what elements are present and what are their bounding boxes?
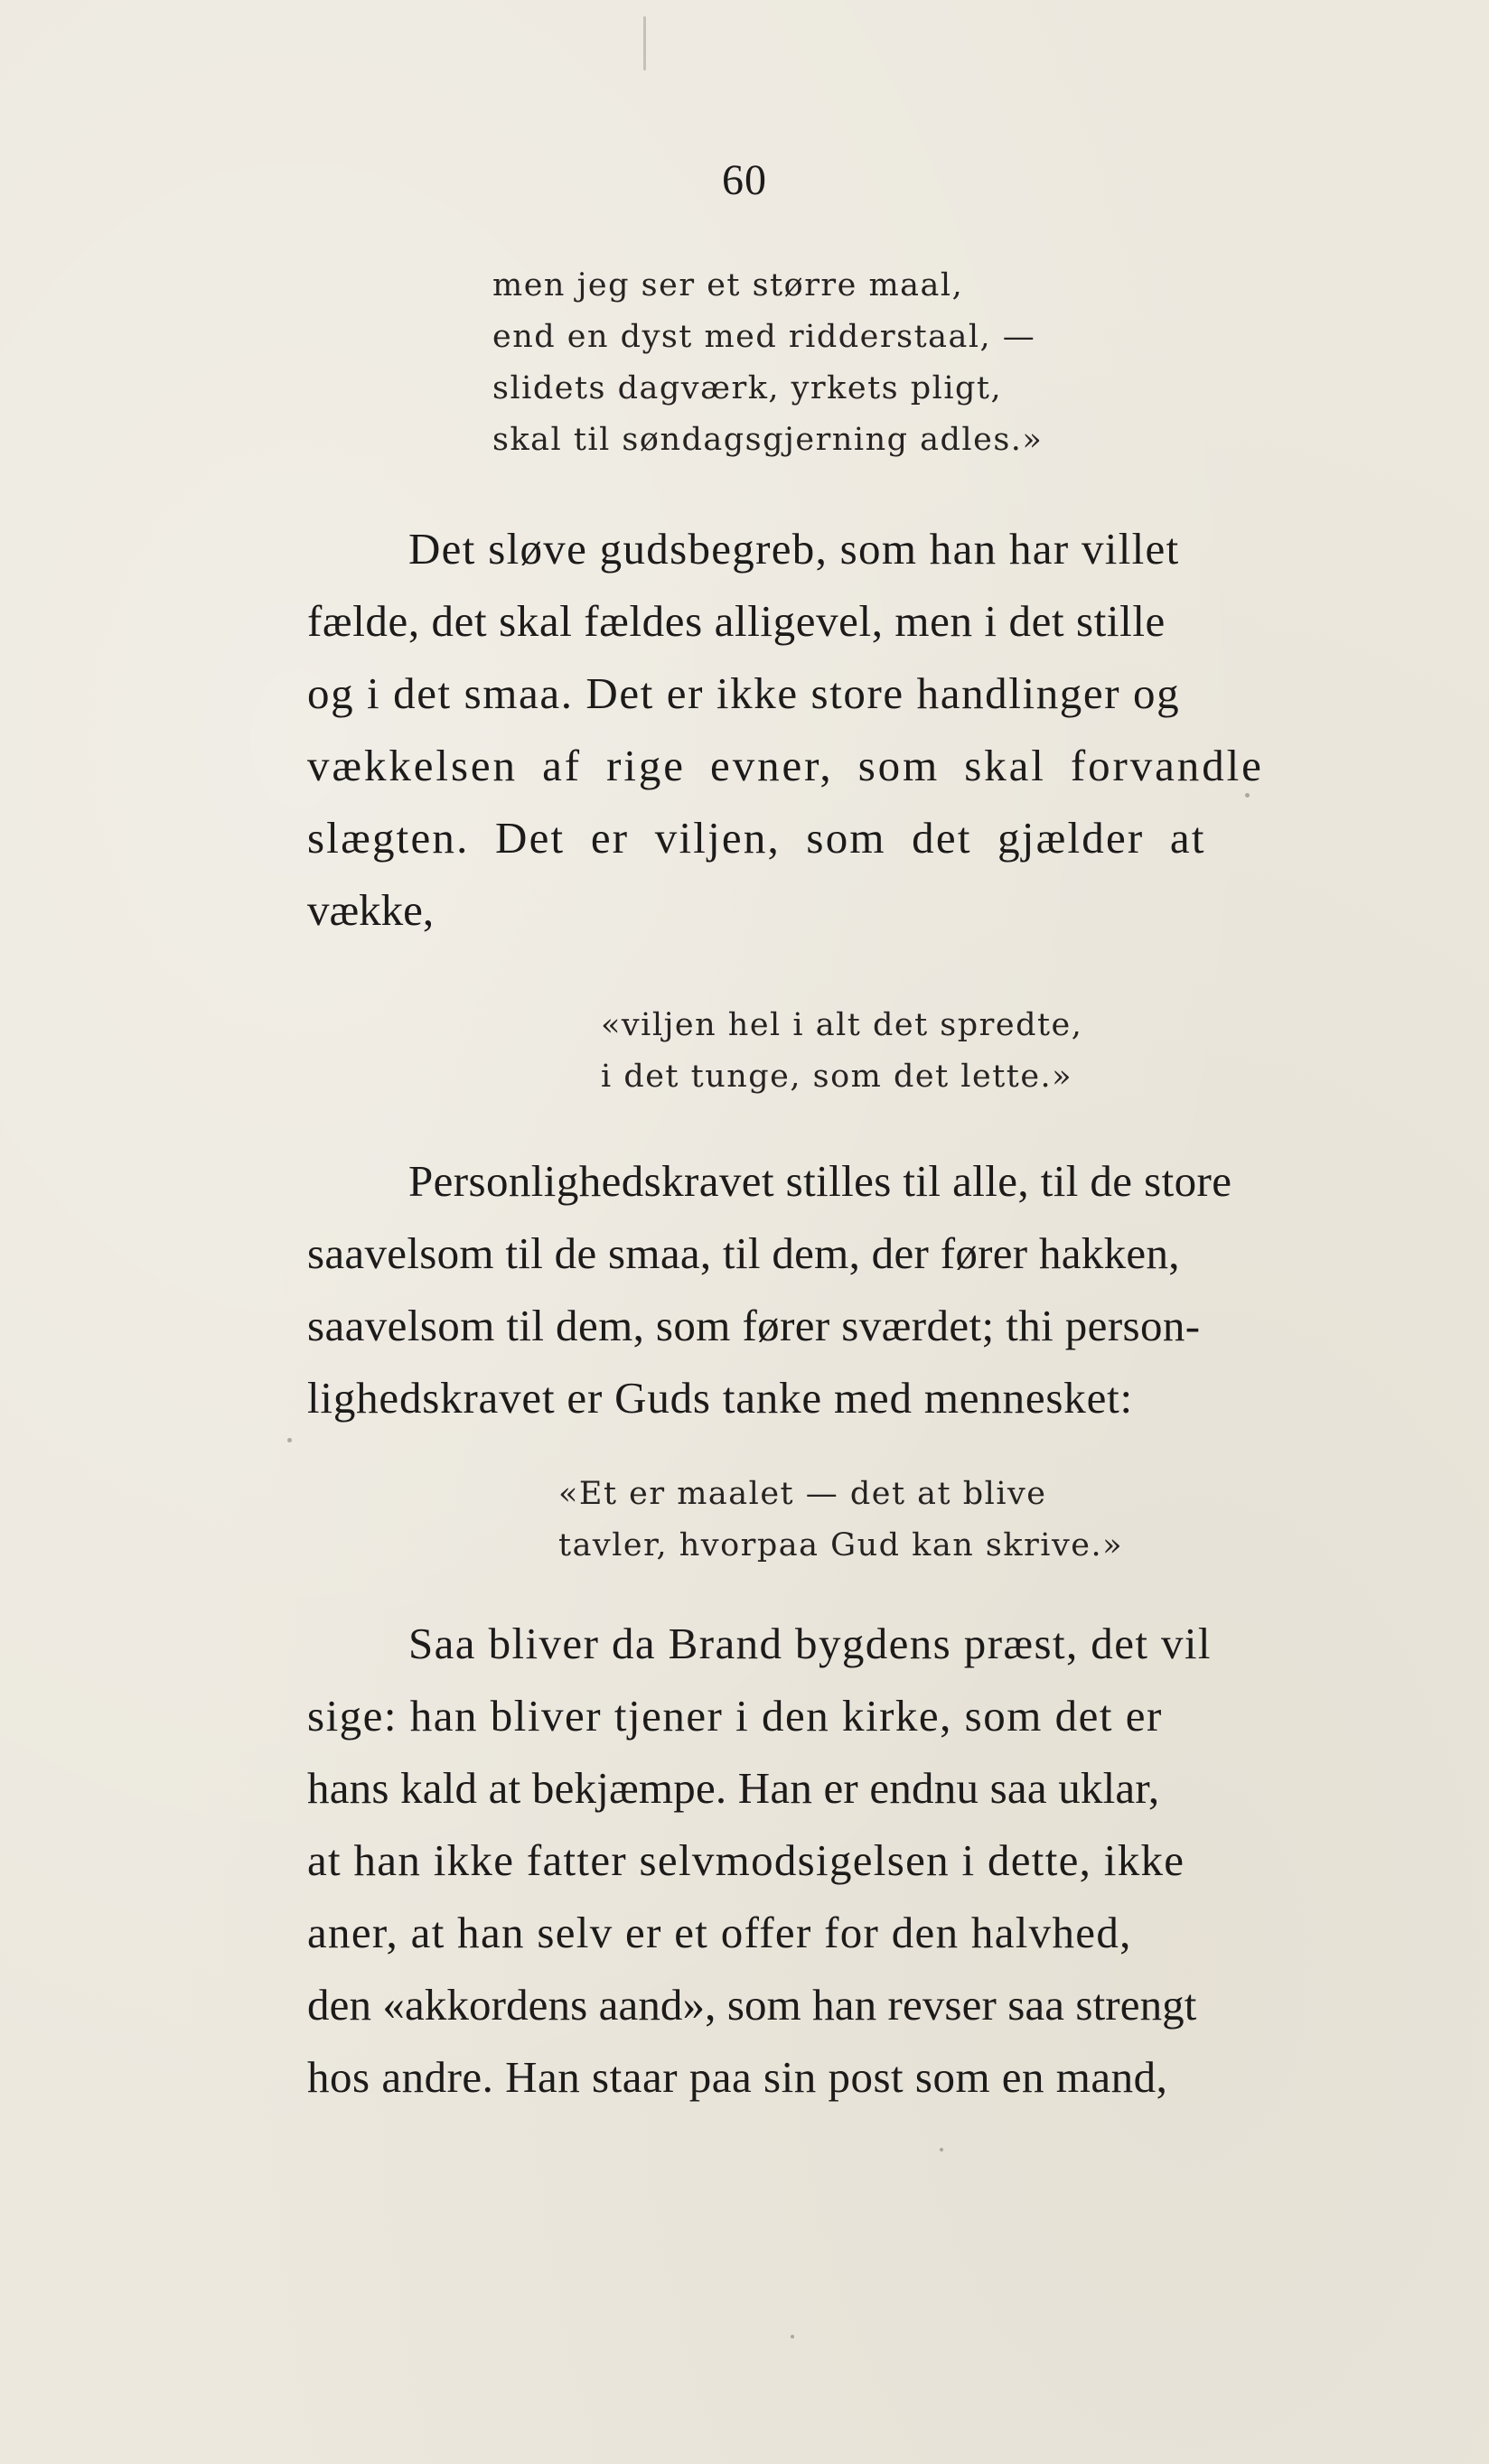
paper-speck xyxy=(643,16,646,70)
text-line: aner, at han selv er et offer for den halvhed, xyxy=(307,1908,1132,1957)
paragraph-3 xyxy=(307,1608,1212,2114)
paragraph-1 xyxy=(307,513,1264,947)
paper-speck xyxy=(287,1438,292,1442)
verse-line: tavler, hvorpaa Gud kan skrive.» xyxy=(558,1527,1124,1563)
page-number: 60 xyxy=(722,156,767,204)
verse-line: slidets dagværk, yrkets pligt, xyxy=(492,370,1003,406)
paper-speck xyxy=(940,2148,943,2151)
verse-line: «viljen hel i alt det spredte, xyxy=(601,1007,1083,1043)
text-line: at han ikke fatter selvmodsigelsen i dette, ikke xyxy=(307,1835,1185,1885)
paper-speck xyxy=(1245,793,1250,798)
text-line: og i det smaa. Det er ikke store handlinger og xyxy=(307,668,1181,718)
verse-quote-2 xyxy=(601,1000,1082,1103)
paragraph-2 xyxy=(307,1145,1231,1434)
verse-quote-1 xyxy=(492,260,1043,466)
text-line: vækkelsen af rige evner, som skal forvandle xyxy=(307,741,1264,790)
text-line: slægten. Det er viljen, som det gjælder at xyxy=(307,813,1206,863)
text-line: Saa bliver da Brand bygdens præst, det vil xyxy=(408,1619,1212,1668)
text-line: hos andre. Han staar paa sin post som en mand, xyxy=(307,2052,1168,2102)
text-line: Personlighedskravet stilles til alle, til de store xyxy=(408,1156,1232,1206)
text-line: saavelsom til dem, som fører sværdet; thi person- xyxy=(307,1301,1201,1350)
verse-quote-3 xyxy=(558,1469,1123,1572)
text-line: saavelsom til de smaa, til dem, der fører hakken, xyxy=(307,1228,1180,1278)
verse-line: men jeg ser et større maal, xyxy=(492,267,964,303)
text-line: sige: han bliver tjener i den kirke, som det er xyxy=(307,1691,1163,1741)
text-line: lighedskravet er Guds tanke med mennesket: xyxy=(307,1373,1133,1423)
text-line: hans kald at bekjæmpe. Han er endnu saa uklar, xyxy=(307,1763,1160,1813)
paper-speck xyxy=(791,2335,794,2338)
text-line: den «akkordens aand», som han revser saa strengt xyxy=(307,1980,1197,2030)
text-line: vække, xyxy=(307,885,435,935)
verse-line: i det tunge, som det lette.» xyxy=(601,1059,1073,1095)
verse-line: skal til søndagsgjerning adles.» xyxy=(492,422,1044,458)
verse-line: «Et er maalet — det at blive xyxy=(558,1476,1047,1512)
verse-line: end en dyst med ridderstaal, — xyxy=(492,319,1036,355)
text-line: fælde, det skal fældes alligevel, men i det stille xyxy=(307,596,1166,646)
text-line: Det sløve gudsbegreb, som han har villet xyxy=(408,524,1180,574)
